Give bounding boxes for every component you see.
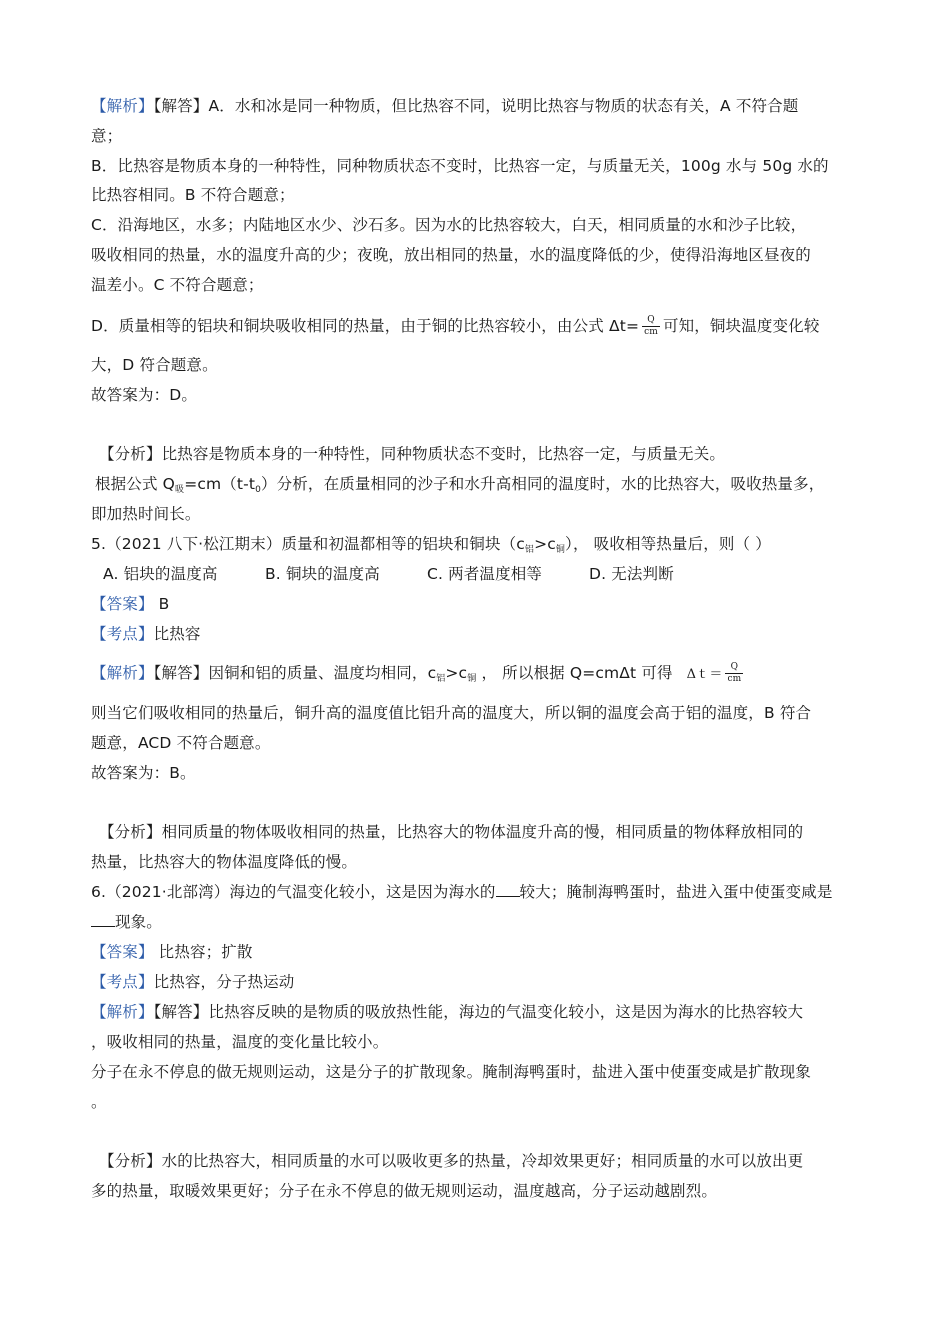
fill-blank (91, 912, 115, 927)
q5-stem-pre: 5.（2021 八下·松江期末）质量和初温都相等的铝块和铜块（c (91, 535, 525, 553)
q5-kaodian-line (91, 623, 201, 645)
q5-jieda-sub1: 铝 (436, 674, 446, 684)
q6-jieda-text1: 比热容反映的是物质的吸放热性能，海边的气温变化较小，这是因为海水的比热容较大 (208, 1003, 804, 1021)
fraction-numerator: Q (725, 662, 743, 674)
fraction-denominator: cm (727, 674, 742, 684)
q5-jieda-text3: 题意，ACD 不符合题意。 (91, 734, 271, 752)
jiexi-tag: 【解析】 (91, 664, 154, 682)
q4-text-d1-pre: D．质量相等的铝块和铜块吸收相同的热量，由于铜的比热容较小，由公式 Δt= (91, 317, 640, 335)
q5-option-d: D. 无法判断 (589, 565, 674, 583)
q4-text-a2: 意； (91, 127, 123, 145)
q5-stem-sub1: 铝 (524, 545, 535, 555)
q6-stem-line2 (91, 911, 162, 933)
q5-stem-sub2: 铜 (555, 545, 566, 555)
q4-text-a1: A．水和冰是同一种物质，但比热容不同，说明比热容与物质的状态有关，A 不符合题 (208, 97, 799, 115)
q6-jieda-line1 (91, 1001, 803, 1023)
q5-option-a: A. 铝块的温度高 (103, 565, 218, 583)
daan-tag: 【答案】 (91, 943, 154, 961)
q4-fenxi2-sub1: 吸 (175, 485, 185, 495)
q4-fenxi2-mid: =cm（t-t (184, 475, 256, 493)
q4-text-c2: 吸收相同的热量，水的温度升高的少；夜晚，放出相同的热量，水的温度降低的少，使得沿海地区昼夜的 (91, 246, 811, 264)
q5-stem-post: ）， 吸收相等热量后，则（ ） (565, 535, 771, 553)
q6-stem1-post: 较大；腌制海鸭蛋时，盐进入蛋中使蛋变咸是 (519, 883, 833, 901)
q6-stem-line1 (91, 881, 833, 903)
q6-kaodian-line (91, 971, 294, 993)
q5-jieda-sub2: 铜 (467, 674, 477, 684)
q6-kaodian: 比热容，分子热运动 (153, 973, 295, 991)
q6-fenxi-line1 (99, 1150, 803, 1172)
q6-fenxi-text2: 多的热量，取暖效果更好；分子在永不停息的做无规则运动，温度越高，分子运动越剧烈。 (91, 1182, 718, 1200)
jieda-tag: 【解答】 (153, 664, 209, 682)
q4-fenxi2-sub2: 0 (255, 485, 261, 495)
fraction-denominator: cm (644, 327, 658, 337)
q4-fenxi-text1: 比热容是物质本身的一种特性，同种物质状态不变时，比热容一定，与质量无关。 (161, 445, 726, 463)
q5-jieda-line1 (91, 662, 746, 687)
fenxi-tag: 【分析】 (99, 1152, 162, 1170)
q5-stem (91, 533, 771, 558)
q5-jieda-text2: 则当它们吸收相同的热量后，铜升高的温度值比铝升高的温度大，所以铜的温度会高于铝的温度，B 符合 (91, 704, 812, 722)
fraction-numerator: Q (642, 315, 660, 327)
jieda-tag: 【解答】 (153, 97, 209, 115)
q6-answer: 比热容；扩散 (153, 943, 253, 961)
jieda-tag: 【解答】 (153, 1003, 209, 1021)
fenxi-tag: 【分析】 (99, 445, 162, 463)
q5-fenxi-text2: 热量，比热容大的物体温度降低的慢。 (91, 853, 358, 871)
q4-text-d2: 大，D 符合题意。 (91, 356, 218, 374)
q4-answer-line-a1 (91, 95, 798, 117)
q5-jieda-mid: >c (445, 664, 468, 682)
daan-tag: 【答案】 (91, 595, 154, 613)
fraction-q-over-cm (725, 662, 743, 685)
q4-fenxi2-post: ）分析，在质量相同的沙子和水升高相同的温度时，水的比热容大，吸收热量多， (260, 475, 825, 493)
q6-stem1-pre: 6.（2021·北部湾）海边的气温变化较小，这是因为海水的 (91, 883, 496, 901)
q5-option-b: B. 铜块的温度高 (265, 565, 380, 583)
q5-answer: B (153, 595, 170, 613)
q4-text-d1-post: 可知，铜块温度变化较 (662, 317, 820, 335)
q4-text-c1: C．沿海地区，水多；内陆地区水少、沙石多。因为水的比热容较大，白天，相同质量的水和沙子比较， (91, 216, 807, 234)
q4-text-b2: 比热容相同。B 不符合题意； (91, 186, 295, 204)
jiexi-tag: 【解析】 (91, 1003, 154, 1021)
q5-result: 故答案为：B。 (91, 764, 196, 782)
q5-stem-mid: >c (534, 535, 556, 553)
q6-jieda-text4: 。 (91, 1093, 107, 1111)
q5-formula-lhs: Δｔ＝ (686, 667, 723, 682)
fenxi-tag: 【分析】 (99, 823, 162, 841)
q4-final-answer: 故答案为：D。 (91, 386, 197, 404)
q6-jieda-text2: ，吸收相同的热量，温度的变化量比较小。 (91, 1033, 389, 1051)
fill-blank (496, 882, 520, 897)
q4-line-d1 (91, 315, 819, 338)
q6-stem2-post: 现象。 (115, 913, 162, 931)
q6-jieda-text3: 分子在永不停息的做无规则运动，这是分子的扩散现象。腌制海鸭蛋时，盐进入蛋中使蛋变咸是扩散现象 (91, 1063, 811, 1081)
q5-option-c: C. 两者温度相等 (427, 565, 543, 583)
kaodian-tag: 【考点】 (91, 973, 154, 991)
q4-fenxi-line1 (99, 443, 725, 465)
jiexi-tag: 【解析】 (91, 97, 154, 115)
fraction-q-over-cm (642, 315, 660, 338)
q5-kaodian: 比热容 (153, 625, 201, 643)
q4-fenxi2-pre: 根据公式 Q (95, 475, 176, 493)
kaodian-tag: 【考点】 (91, 625, 154, 643)
q5-fenxi-line1 (99, 821, 803, 843)
q6-fenxi-text1: 水的比热容大，相同质量的水可以吸收更多的热量，冷却效果更好；相同质量的水可以放出更 (161, 1152, 804, 1170)
q4-text-c3: 温差小。C 不符合题意； (91, 276, 264, 294)
q4-fenxi-line2 (95, 473, 824, 498)
q5-fenxi-text1: 相同质量的物体吸收相同的热量，比热容大的物体温度升高的慢，相同质量的物体释放相同的 (161, 823, 804, 841)
q5-options (103, 563, 674, 585)
q5-jieda-pre: 因铜和铝的质量、温度均相同，c (208, 664, 437, 682)
q6-answer-line (91, 941, 253, 963)
q5-answer-line (91, 593, 169, 615)
q4-text-b1: B．比热容是物质本身的一种特性，同种物质状态不变时，比热容一定，与质量无关，100g 水与 50g 水的 (91, 157, 829, 175)
q4-fenxi-text3: 即加热时间长。 (91, 505, 201, 523)
q5-jieda-post: ， 所以根据 Q=cmΔt 可得 (476, 664, 673, 682)
